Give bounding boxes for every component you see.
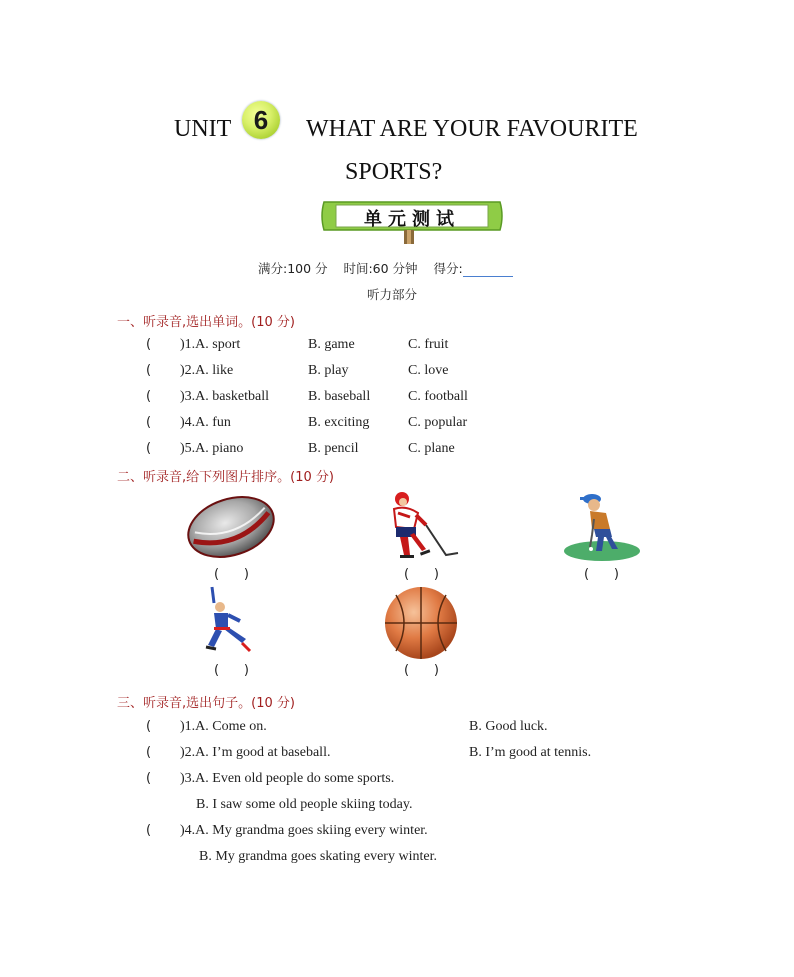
picture-answer-paren[interactable]: ( ) — [214, 567, 249, 582]
option-c: C. plane — [408, 441, 455, 456]
option-b: B. exciting — [308, 415, 370, 430]
option-c: C. love — [408, 363, 449, 378]
section2-heading: 二、听录音,给下列图片排序。(10 分) — [117, 470, 334, 485]
score-input[interactable] — [463, 262, 513, 277]
golfer-icon — [560, 489, 644, 565]
kungfu-figure-icon — [198, 585, 258, 661]
option-b: B. baseball — [308, 389, 371, 404]
score-label: 得分: — [433, 261, 463, 276]
section1-heading: 一、听录音,选出单词。(10 分) — [117, 315, 295, 330]
answer-paren[interactable]: ( — [146, 745, 152, 760]
option-c: C. football — [408, 389, 468, 404]
full-score: 满分:100 分 — [258, 261, 328, 276]
answer-paren[interactable]: ( — [146, 363, 152, 378]
picture-answer-paren[interactable]: ( ) — [214, 663, 249, 678]
ice-hockey-player-icon — [380, 489, 464, 565]
picture-answer-paren[interactable]: ( ) — [584, 567, 619, 582]
answer-paren[interactable]: ( — [146, 823, 152, 838]
option-a: )4.A. My grandma goes skiing every winter. — [180, 823, 428, 838]
option-b: B. Good luck. — [469, 719, 548, 734]
rugby-ball-icon — [183, 489, 279, 565]
option-a: )1.A. Come on. — [180, 719, 267, 734]
time-limit: 时间:60 分钟 — [343, 261, 418, 276]
score-time-line — [258, 259, 513, 277]
option-a: )3.A. basketball — [180, 389, 270, 404]
title-line2: SPORTS? — [345, 159, 443, 185]
unit-number-badge — [242, 101, 280, 139]
option-a: )5.A. piano — [180, 441, 244, 456]
option-a: )4.A. fun — [180, 415, 231, 430]
title-unit-word: UNIT — [174, 116, 232, 142]
option-a: )2.A. like — [180, 363, 234, 378]
answer-paren[interactable]: ( — [146, 389, 152, 404]
option-c: C. popular — [408, 415, 468, 430]
option-a: )1.A. sport — [180, 337, 241, 352]
answer-paren[interactable]: ( — [146, 719, 152, 734]
answer-paren[interactable]: ( — [146, 415, 152, 430]
option-b: B. I’m good at tennis. — [469, 745, 592, 760]
unit-number: 6 — [253, 104, 269, 135]
option-b: B. pencil — [308, 441, 359, 456]
banner-text: 单元测试 — [364, 209, 460, 230]
option-b: B. play — [308, 363, 349, 378]
option-a: )3.A. Even old people do some sports. — [180, 771, 395, 786]
option-b-line: B. My grandma goes skating every winter. — [199, 849, 437, 864]
unit-test-banner — [318, 196, 506, 236]
answer-paren[interactable]: ( — [146, 771, 152, 786]
picture-answer-paren[interactable]: ( ) — [404, 567, 439, 582]
section3-heading: 三、听录音,选出句子。(10 分) — [117, 696, 295, 711]
picture-answer-paren[interactable]: ( ) — [404, 663, 439, 678]
title-line1: WHAT ARE YOUR FAVOURITE — [306, 116, 638, 142]
answer-paren[interactable]: ( — [146, 337, 152, 352]
option-b-line: B. I saw some old people skiing today. — [196, 797, 413, 812]
option-a: )2.A. I’m good at baseball. — [180, 745, 331, 760]
option-c: C. fruit — [408, 337, 449, 352]
part-title: 听力部分 — [367, 287, 418, 302]
option-b: B. game — [308, 337, 355, 352]
basketball-icon — [382, 585, 460, 661]
answer-paren[interactable]: ( — [146, 441, 152, 456]
